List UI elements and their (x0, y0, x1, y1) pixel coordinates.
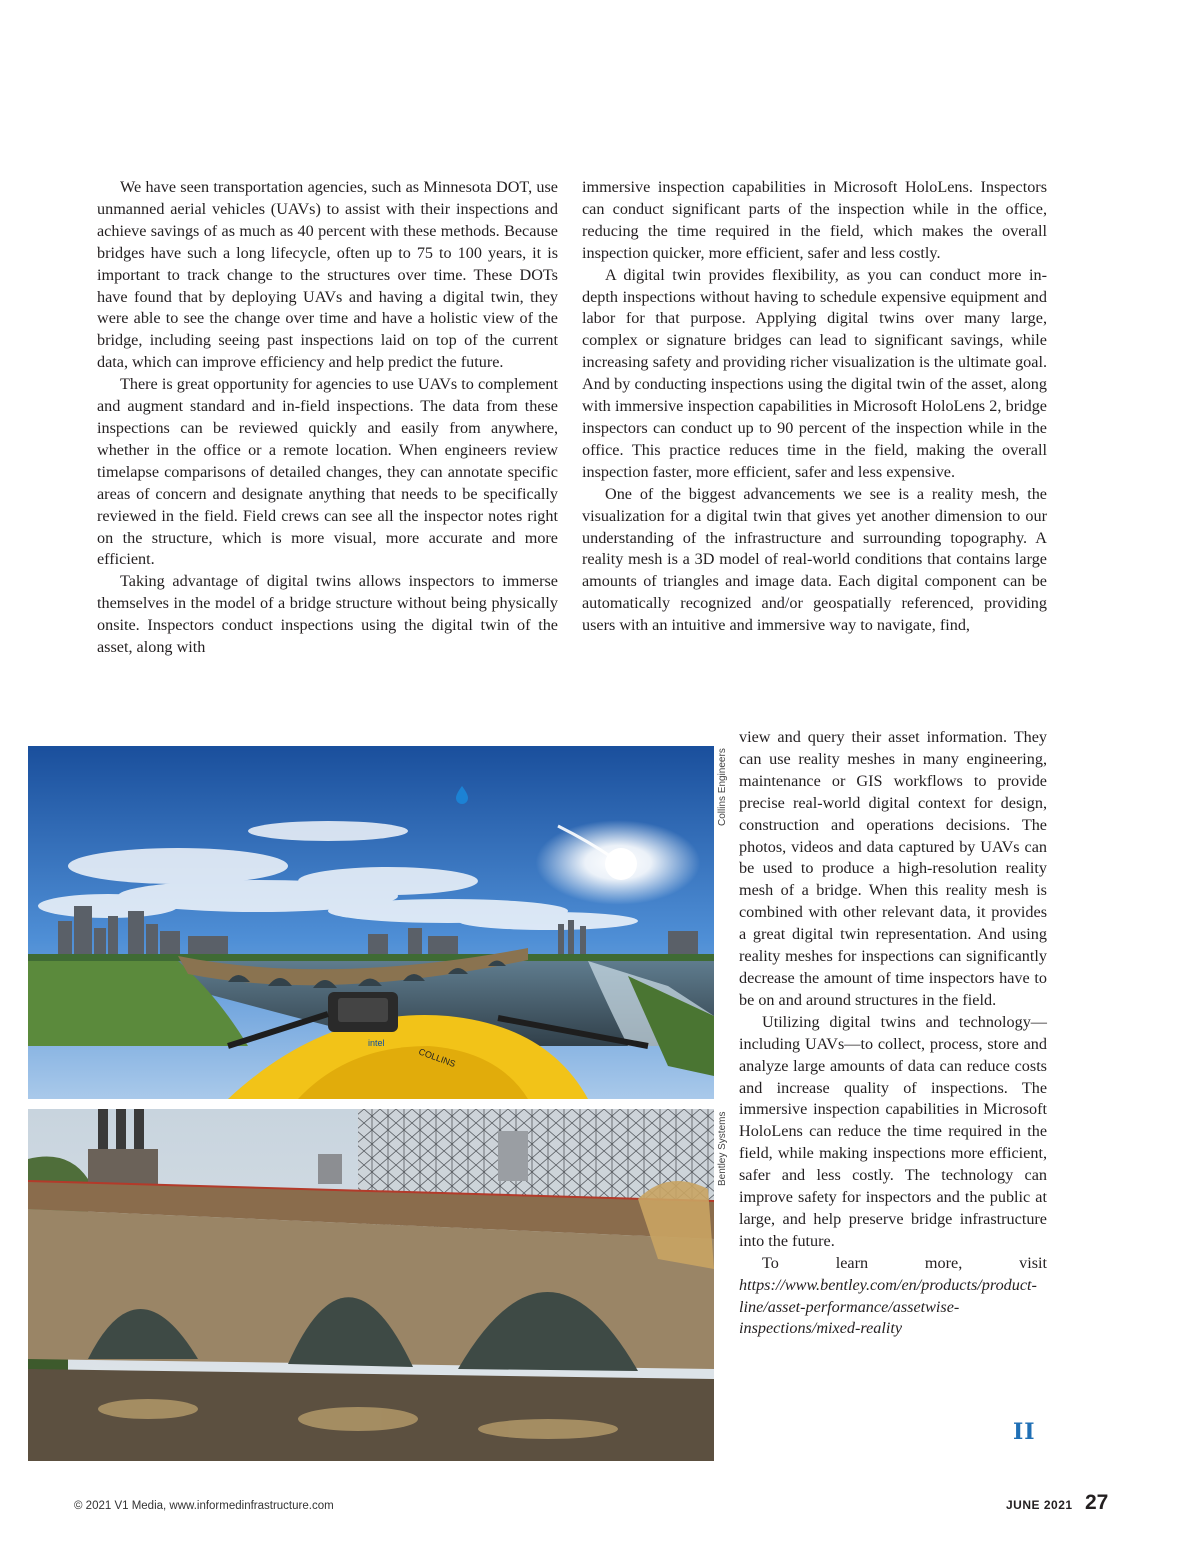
paragraph: immersive inspection capabilities in Microsoft HoloLens. Inspectors can conduct significant parts of the inspection while in the office, reducing the time required in the field, which makes the overall inspection quicker, more efficient, safer and less costly. (582, 178, 1047, 262)
photo-credit-bottom: Bentley Systems (717, 1111, 728, 1186)
paragraph: view and query their asset information. They can use reality meshes in many engineering, maintenance or GIS workflows to provide precise real-world digital context for design, construction and operations decisions. The photos, videos and data captured by UAVs can be used to produce a high-resolution reality mesh of a bridge. When this reality mesh is combined with other relevant data, it provides a great digital twin representation. And using reality meshes for inspections can significantly decrease the amount of time inspectors have to be on and around structures in the field. (739, 728, 1047, 1009)
reality-mesh-photo (28, 1109, 714, 1461)
paragraph: Taking advantage of digital twins allows inspectors to immerse themselves in the model of a bridge structure without being physically onsite. Inspectors conduct inspections using the digital twin of the asset, along with (97, 572, 558, 657)
article-column-left (97, 177, 558, 659)
closing-text: To learn more, visit (762, 1253, 1047, 1272)
end-mark: II (1013, 1419, 1036, 1445)
drone-brand-text: intel (368, 1038, 385, 1048)
learn-more-link[interactable]: https://www.bentley.com/en/products/product-line/asset-performance/assetwise-inspections/mixed-reality (739, 1275, 1037, 1338)
paragraph: One of the biggest advancements we see is a reality mesh, the visualization for a digital twin that gives yet another dimension to our understanding of the infrastructure and surrounding topography. A reality mesh is a 3D model of real-world conditions that contains large amounts of triangles and image data. Each digital component can be automatically recognized and/or geospatially referenced, providing users with an intuitive and immersive way to navigate, find, (582, 484, 1047, 635)
paragraph: A digital twin provides flexibility, as you can conduct more in-depth inspections without having to schedule expensive equipment and labor for that purpose. Applying digital twins over many large, complex or signature bridges can lead to significant savings, while increasing safety and providing richer visualization is the ultimate goal. And by conducting inspections using the digital twin of the asset, along with immersive inspection capabilities in Microsoft HoloLens 2, bridge inspectors can conduct up to 90 percent of the inspection while in the office. This practice reduces time in the field, making the overall inspection faster, more efficient, safer and less expensive. (582, 265, 1047, 481)
drone-label-text: COLLINS (417, 1046, 457, 1070)
footer-copyright: © 2021 V1 Media, www.informedinfrastructure.com (74, 1500, 334, 1512)
footer-page-number: 27 (1085, 1491, 1109, 1514)
photo-credit-top: Collins Engineers (717, 748, 728, 826)
footer-issue-date: JUNE 2021 (1006, 1498, 1073, 1512)
paragraph: Utilizing digital twins and technology—including UAVs—to collect, process, store and analyze large amounts of data can reduce costs and increase quality of inspections. The immersive inspection capabilities in Microsoft HoloLens can reduce the time required in the field, while making inspections more efficient, safer and less costly. The technology can improve safety for inspectors and the public at large, and help preserve bridge infrastructure into the future. (739, 1012, 1047, 1250)
paragraph: We have seen transportation agencies, such as Minnesota DOT, use unmanned aerial vehicles (UAVs) to assist with their inspections and achieve savings of as much as 40 percent with these methods. Because bridges have such a long lifecycle, often up to 75 to 100 years, it is important to track change to the structures over time. These DOTs have found that by deploying UAVs and having a digital twin, they were able to see the change over time and have a holistic view of the bridge, including seeing past inspections laid on top of the current data, which can improve efficiency and help predict the future. (97, 178, 558, 372)
drone-360-photo (28, 746, 714, 1099)
article-column-narrow (739, 727, 1047, 1340)
closing-paragraph (739, 1253, 1047, 1341)
article-column-right (582, 177, 1047, 637)
paragraph: There is great opportunity for agencies to use UAVs to complement and augment standard and in-field inspections. The data from these inspections can be reviewed quickly and easily from anywhere, whether in the office or a remote location. When engineers review timelapse comparisons of detailed changes, they can annotate specific areas of concern and designate anything that needs to be specifically reviewed in the field. Field crews can see all the inspector notes right on the structure, which is more visual, more accurate and more efficient. (97, 375, 558, 569)
